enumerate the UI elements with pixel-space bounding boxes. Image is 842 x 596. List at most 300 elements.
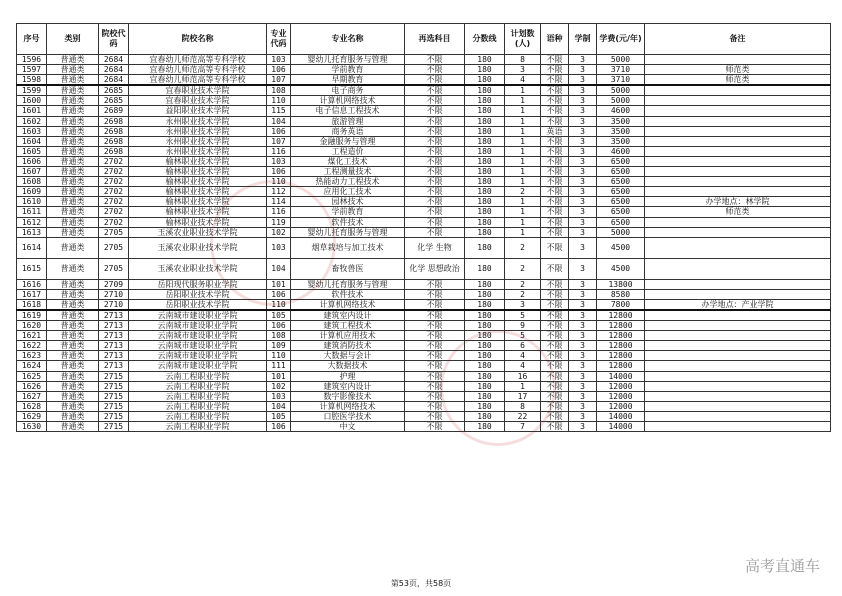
header-cell: 序号 bbox=[17, 24, 47, 55]
table-cell: 3 bbox=[569, 411, 597, 421]
table-cell bbox=[645, 279, 831, 289]
table-cell: 13800 bbox=[597, 279, 645, 289]
table-cell: 1611 bbox=[17, 207, 47, 217]
table-cell: 不限 bbox=[405, 207, 465, 217]
table-cell: 数字影像技术 bbox=[291, 391, 405, 401]
table-cell: 1629 bbox=[17, 411, 47, 421]
table-cell: 云南工程职业学院 bbox=[129, 401, 267, 411]
table-cell: 1608 bbox=[17, 177, 47, 187]
table-cell: 婴幼儿托育服务与管理 bbox=[291, 227, 405, 237]
table-cell: 106 bbox=[267, 289, 291, 299]
table-cell: 3 bbox=[569, 237, 597, 258]
table-cell: 180 bbox=[465, 187, 505, 197]
table-cell: 12000 bbox=[597, 391, 645, 401]
table-cell: 不限 bbox=[541, 310, 569, 321]
table-cell: 2715 bbox=[99, 391, 129, 401]
table-cell: 180 bbox=[465, 321, 505, 331]
table-row bbox=[17, 361, 831, 371]
table-cell: 软件技术 bbox=[291, 217, 405, 227]
table-cell: 不限 bbox=[405, 75, 465, 86]
header-cell: 院校名称 bbox=[129, 24, 267, 55]
table-cell: 1628 bbox=[17, 401, 47, 411]
table-cell: 1615 bbox=[17, 258, 47, 279]
table-cell bbox=[645, 116, 831, 126]
table-cell: 3 bbox=[569, 279, 597, 289]
table-cell: 6500 bbox=[597, 187, 645, 197]
table-cell: 婴幼儿托育服务与管理 bbox=[291, 55, 405, 65]
table-cell: 180 bbox=[465, 207, 505, 217]
table-cell: 永州职业技术学院 bbox=[129, 146, 267, 156]
table-cell: 2710 bbox=[99, 289, 129, 299]
table-cell: 116 bbox=[267, 207, 291, 217]
table-cell: 3 bbox=[569, 106, 597, 116]
table-cell: 不限 bbox=[541, 207, 569, 217]
table-cell: 普通类 bbox=[47, 341, 99, 351]
table-cell: 180 bbox=[465, 146, 505, 156]
table-cell bbox=[645, 381, 831, 391]
table-cell: 不限 bbox=[405, 331, 465, 341]
table-cell: 3 bbox=[569, 65, 597, 75]
table-cell: 普通类 bbox=[47, 65, 99, 75]
table-cell: 12800 bbox=[597, 351, 645, 361]
table-cell: 3710 bbox=[597, 65, 645, 75]
table-cell: 1613 bbox=[17, 227, 47, 237]
table-cell: 不限 bbox=[541, 411, 569, 421]
table-cell: 3 bbox=[569, 85, 597, 96]
table-cell: 1617 bbox=[17, 289, 47, 299]
table-cell: 化学 思想政治 bbox=[405, 258, 465, 279]
table-cell: 不限 bbox=[405, 321, 465, 331]
table-cell: 3 bbox=[569, 187, 597, 197]
table-cell: 3 bbox=[505, 299, 541, 310]
table-cell: 2705 bbox=[99, 227, 129, 237]
table-cell: 180 bbox=[465, 217, 505, 227]
table-cell: 化学 生物 bbox=[405, 237, 465, 258]
table-cell: 不限 bbox=[541, 197, 569, 207]
table-cell: 1620 bbox=[17, 321, 47, 331]
table-cell: 2702 bbox=[99, 217, 129, 227]
table-cell: 3 bbox=[569, 289, 597, 299]
table-cell: 不限 bbox=[541, 96, 569, 106]
table-cell: 12000 bbox=[597, 401, 645, 411]
table-cell: 2713 bbox=[99, 361, 129, 371]
table-cell: 2715 bbox=[99, 371, 129, 381]
table-cell: 2698 bbox=[99, 146, 129, 156]
header-cell: 专业名称 bbox=[291, 24, 405, 55]
table-cell: 180 bbox=[465, 136, 505, 146]
table-cell: 103 bbox=[267, 237, 291, 258]
table-cell: 普通类 bbox=[47, 75, 99, 86]
table-cell bbox=[645, 351, 831, 361]
table-cell: 2702 bbox=[99, 167, 129, 177]
table-cell: 2705 bbox=[99, 237, 129, 258]
table-cell: 口腔医学技术 bbox=[291, 411, 405, 421]
table-cell: 普通类 bbox=[47, 106, 99, 116]
table-cell: 2685 bbox=[99, 96, 129, 106]
table-cell: 云南城市建设职业学院 bbox=[129, 331, 267, 341]
table-cell: 6500 bbox=[597, 197, 645, 207]
table-cell: 180 bbox=[465, 65, 505, 75]
table-cell: 5000 bbox=[597, 227, 645, 237]
table-cell: 云南工程职业学院 bbox=[129, 381, 267, 391]
table-cell: 普通类 bbox=[47, 331, 99, 341]
table-cell: 3 bbox=[569, 310, 597, 321]
table-cell: 16 bbox=[505, 371, 541, 381]
table-cell: 普通类 bbox=[47, 237, 99, 258]
table-cell: 1612 bbox=[17, 217, 47, 227]
table-cell: 1626 bbox=[17, 381, 47, 391]
table-cell: 普通类 bbox=[47, 401, 99, 411]
table-cell: 大数据技术 bbox=[291, 361, 405, 371]
table-row bbox=[17, 411, 831, 421]
table-cell: 2702 bbox=[99, 197, 129, 207]
table-cell: 不限 bbox=[405, 401, 465, 411]
table-cell: 不限 bbox=[405, 167, 465, 177]
table-cell: 180 bbox=[465, 299, 505, 310]
table-row bbox=[17, 207, 831, 217]
table-cell: 榆林职业技术学院 bbox=[129, 197, 267, 207]
header-cell: 学制 bbox=[569, 24, 597, 55]
table-cell: 不限 bbox=[405, 391, 465, 401]
table-cell: 3 bbox=[569, 361, 597, 371]
table-cell: 3 bbox=[569, 217, 597, 227]
table-cell: 应用化工技术 bbox=[291, 187, 405, 197]
table-cell: 榆林职业技术学院 bbox=[129, 156, 267, 166]
header-cell: 备注 bbox=[645, 24, 831, 55]
table-cell: 1 bbox=[505, 96, 541, 106]
header-cell: 语种 bbox=[541, 24, 569, 55]
table-cell: 不限 bbox=[405, 106, 465, 116]
table-cell: 不限 bbox=[541, 258, 569, 279]
table-cell bbox=[645, 341, 831, 351]
table-cell: 6500 bbox=[597, 217, 645, 227]
table-cell: 1 bbox=[505, 85, 541, 96]
table-cell: 3500 bbox=[597, 116, 645, 126]
table-cell: 园林技术 bbox=[291, 197, 405, 207]
table-cell: 不限 bbox=[541, 289, 569, 299]
table-cell: 3 bbox=[569, 381, 597, 391]
table-cell: 180 bbox=[465, 351, 505, 361]
admission-table bbox=[16, 23, 831, 432]
table-cell: 102 bbox=[267, 381, 291, 391]
table-cell: 普通类 bbox=[47, 411, 99, 421]
table-cell: 1599 bbox=[17, 85, 47, 96]
table-cell: 3 bbox=[569, 156, 597, 166]
table-cell: 180 bbox=[465, 361, 505, 371]
table-cell: 普通类 bbox=[47, 310, 99, 321]
table-cell: 宜春幼儿师范高等专科学校 bbox=[129, 75, 267, 86]
table-cell: 商务英语 bbox=[291, 126, 405, 136]
table-cell: 106 bbox=[267, 321, 291, 331]
table-cell: 2715 bbox=[99, 381, 129, 391]
table-cell: 不限 bbox=[405, 55, 465, 65]
table-cell: 1607 bbox=[17, 167, 47, 177]
table-cell bbox=[645, 401, 831, 411]
table-cell: 3 bbox=[569, 351, 597, 361]
table-cell bbox=[645, 237, 831, 258]
table-row bbox=[17, 187, 831, 197]
table-cell: 普通类 bbox=[47, 156, 99, 166]
table-cell: 110 bbox=[267, 351, 291, 361]
table-cell: 180 bbox=[465, 371, 505, 381]
table-cell bbox=[645, 321, 831, 331]
table-cell: 普通类 bbox=[47, 55, 99, 65]
table-cell: 5000 bbox=[597, 85, 645, 96]
table-cell bbox=[645, 146, 831, 156]
table-cell: 180 bbox=[465, 96, 505, 106]
table-row bbox=[17, 227, 831, 237]
table-cell: 2715 bbox=[99, 422, 129, 432]
table-row bbox=[17, 331, 831, 341]
table-cell: 6500 bbox=[597, 177, 645, 187]
table-row bbox=[17, 136, 831, 146]
table-cell: 2689 bbox=[99, 106, 129, 116]
table-body bbox=[17, 55, 831, 432]
table-cell: 106 bbox=[267, 126, 291, 136]
table-cell: 云南工程职业学院 bbox=[129, 411, 267, 421]
table-cell: 180 bbox=[465, 258, 505, 279]
table-cell: 103 bbox=[267, 156, 291, 166]
table-cell: 6500 bbox=[597, 167, 645, 177]
table-cell: 普通类 bbox=[47, 207, 99, 217]
table-cell bbox=[645, 106, 831, 116]
table-cell bbox=[645, 391, 831, 401]
table-cell: 英语 bbox=[541, 126, 569, 136]
table-row bbox=[17, 321, 831, 331]
table-cell bbox=[645, 85, 831, 96]
table-cell: 普通类 bbox=[47, 361, 99, 371]
table-cell: 3 bbox=[569, 75, 597, 86]
table-cell: 益阳职业技术学院 bbox=[129, 106, 267, 116]
table-cell: 5000 bbox=[597, 96, 645, 106]
table-cell: 1600 bbox=[17, 96, 47, 106]
table-cell: 12800 bbox=[597, 361, 645, 371]
table-cell: 早期教育 bbox=[291, 75, 405, 86]
table-row bbox=[17, 55, 831, 65]
table-cell: 宜春幼儿师范高等专科学校 bbox=[129, 65, 267, 75]
table-cell: 1625 bbox=[17, 371, 47, 381]
table-cell: 2713 bbox=[99, 331, 129, 341]
table-cell: 旅游管理 bbox=[291, 116, 405, 126]
table-cell: 云南工程职业学院 bbox=[129, 371, 267, 381]
table-cell: 106 bbox=[267, 65, 291, 75]
table-cell bbox=[645, 310, 831, 321]
table-cell: 2715 bbox=[99, 411, 129, 421]
header-cell: 分数线 bbox=[465, 24, 505, 55]
table-cell: 1624 bbox=[17, 361, 47, 371]
table-cell: 不限 bbox=[541, 177, 569, 187]
table-cell: 2698 bbox=[99, 136, 129, 146]
table-cell: 6500 bbox=[597, 156, 645, 166]
table-cell: 不限 bbox=[541, 299, 569, 310]
table-cell: 不限 bbox=[541, 237, 569, 258]
table-cell: 不限 bbox=[541, 227, 569, 237]
table-cell: 180 bbox=[465, 310, 505, 321]
table-cell: 180 bbox=[465, 55, 505, 65]
table-cell: 112 bbox=[267, 187, 291, 197]
table-cell: 普通类 bbox=[47, 126, 99, 136]
table-cell: 101 bbox=[267, 279, 291, 289]
table-row bbox=[17, 156, 831, 166]
table-cell: 4500 bbox=[597, 237, 645, 258]
table-cell: 建筑工程技术 bbox=[291, 321, 405, 331]
table-cell: 180 bbox=[465, 227, 505, 237]
table-cell: 12800 bbox=[597, 310, 645, 321]
table-cell: 不限 bbox=[541, 156, 569, 166]
table-row bbox=[17, 381, 831, 391]
table-cell: 计算机网络技术 bbox=[291, 96, 405, 106]
table-cell: 普通类 bbox=[47, 279, 99, 289]
table-cell: 不限 bbox=[405, 177, 465, 187]
table-cell: 180 bbox=[465, 331, 505, 341]
table-cell: 建筑室内设计 bbox=[291, 381, 405, 391]
table-cell: 4 bbox=[505, 351, 541, 361]
table-cell: 金融服务与管理 bbox=[291, 136, 405, 146]
table-cell: 3 bbox=[569, 371, 597, 381]
table-cell: 12800 bbox=[597, 341, 645, 351]
table-cell: 12800 bbox=[597, 331, 645, 341]
table-cell bbox=[645, 187, 831, 197]
table-cell: 护理 bbox=[291, 371, 405, 381]
table-cell: 普通类 bbox=[47, 116, 99, 126]
table-cell: 1616 bbox=[17, 279, 47, 289]
table-cell: 7800 bbox=[597, 299, 645, 310]
table-cell: 云南城市建设职业学院 bbox=[129, 351, 267, 361]
table-row bbox=[17, 351, 831, 361]
table-cell: 不限 bbox=[541, 361, 569, 371]
table-cell: 永州职业技术学院 bbox=[129, 126, 267, 136]
table-cell: 电子商务 bbox=[291, 85, 405, 96]
table-cell: 108 bbox=[267, 331, 291, 341]
table-cell: 3 bbox=[569, 258, 597, 279]
table-cell: 工程测量技术 bbox=[291, 167, 405, 177]
table-cell: 14000 bbox=[597, 371, 645, 381]
table-cell: 玉溪农业职业技术学院 bbox=[129, 237, 267, 258]
table-cell: 不限 bbox=[405, 116, 465, 126]
table-cell: 3 bbox=[569, 146, 597, 156]
table-cell: 普通类 bbox=[47, 321, 99, 331]
table-cell: 玉溪农业职业技术学院 bbox=[129, 227, 267, 237]
table-cell: 不限 bbox=[405, 361, 465, 371]
table-cell: 2684 bbox=[99, 75, 129, 86]
table-row bbox=[17, 75, 831, 86]
table-cell: 8580 bbox=[597, 289, 645, 299]
table-cell: 不限 bbox=[405, 156, 465, 166]
table-cell: 3 bbox=[569, 116, 597, 126]
table-row bbox=[17, 422, 831, 432]
table-cell: 2713 bbox=[99, 341, 129, 351]
table-cell: 2713 bbox=[99, 321, 129, 331]
table-cell: 106 bbox=[267, 167, 291, 177]
table-cell: 22 bbox=[505, 411, 541, 421]
table-cell: 不限 bbox=[405, 371, 465, 381]
table-cell: 2685 bbox=[99, 85, 129, 96]
table-cell: 1606 bbox=[17, 156, 47, 166]
table-cell: 8 bbox=[505, 55, 541, 65]
table-cell: 1 bbox=[505, 227, 541, 237]
table-cell bbox=[645, 126, 831, 136]
table-cell bbox=[645, 331, 831, 341]
table-cell: 不限 bbox=[405, 187, 465, 197]
table-cell: 1602 bbox=[17, 116, 47, 126]
table-cell: 2713 bbox=[99, 310, 129, 321]
table-cell: 不限 bbox=[541, 136, 569, 146]
table-cell: 3500 bbox=[597, 126, 645, 136]
table-cell: 学前教育 bbox=[291, 207, 405, 217]
table-cell: 1 bbox=[505, 136, 541, 146]
table-cell: 普通类 bbox=[47, 85, 99, 96]
table-cell: 3 bbox=[569, 126, 597, 136]
table-cell: 2709 bbox=[99, 279, 129, 289]
table-cell: 108 bbox=[267, 85, 291, 96]
table-cell: 1 bbox=[505, 116, 541, 126]
table-cell: 2 bbox=[505, 289, 541, 299]
table-cell bbox=[645, 371, 831, 381]
table-cell: 4 bbox=[505, 361, 541, 371]
table-cell: 5 bbox=[505, 331, 541, 341]
table-row bbox=[17, 177, 831, 187]
table-cell: 3 bbox=[569, 136, 597, 146]
table-cell: 不限 bbox=[405, 381, 465, 391]
table-cell: 不限 bbox=[405, 310, 465, 321]
table-cell: 宜春职业技术学院 bbox=[129, 85, 267, 96]
table-cell: 普通类 bbox=[47, 289, 99, 299]
table-cell: 2702 bbox=[99, 207, 129, 217]
table-cell: 1605 bbox=[17, 146, 47, 156]
table-cell: 云南城市建设职业学院 bbox=[129, 321, 267, 331]
table-row bbox=[17, 341, 831, 351]
table-cell: 普通类 bbox=[47, 299, 99, 310]
table-cell: 玉溪农业职业技术学院 bbox=[129, 258, 267, 279]
table-cell: 不限 bbox=[405, 136, 465, 146]
table-cell: 6 bbox=[505, 341, 541, 351]
table-cell: 普通类 bbox=[47, 136, 99, 146]
table-cell: 1 bbox=[505, 217, 541, 227]
table-cell: 4600 bbox=[597, 146, 645, 156]
table-row bbox=[17, 258, 831, 279]
table-cell: 3 bbox=[569, 299, 597, 310]
admission-table-sheet bbox=[16, 23, 830, 432]
table-cell: 不限 bbox=[541, 55, 569, 65]
table-cell: 17 bbox=[505, 391, 541, 401]
table-row bbox=[17, 237, 831, 258]
table-cell: 不限 bbox=[405, 217, 465, 227]
table-row bbox=[17, 85, 831, 96]
table-cell: 岳阳职业技术学院 bbox=[129, 299, 267, 310]
table-cell: 师范类 bbox=[645, 65, 831, 75]
table-cell: 不限 bbox=[541, 279, 569, 289]
header-cell: 计划数(人) bbox=[505, 24, 541, 55]
table-row bbox=[17, 279, 831, 289]
table-cell bbox=[645, 258, 831, 279]
table-cell: 102 bbox=[267, 227, 291, 237]
table-row bbox=[17, 96, 831, 106]
table-cell: 1609 bbox=[17, 187, 47, 197]
table-cell: 榆林职业技术学院 bbox=[129, 217, 267, 227]
table-cell: 4600 bbox=[597, 106, 645, 116]
table-cell: 3 bbox=[569, 321, 597, 331]
table-cell: 116 bbox=[267, 146, 291, 156]
table-cell: 婴幼儿托育服务与管理 bbox=[291, 279, 405, 289]
table-cell: 180 bbox=[465, 197, 505, 207]
table-cell: 3 bbox=[569, 401, 597, 411]
table-cell: 3 bbox=[569, 341, 597, 351]
table-cell: 普通类 bbox=[47, 381, 99, 391]
table-cell: 不限 bbox=[541, 391, 569, 401]
table-cell: 2684 bbox=[99, 65, 129, 75]
table-cell: 不限 bbox=[405, 197, 465, 207]
table-cell: 1 bbox=[505, 197, 541, 207]
